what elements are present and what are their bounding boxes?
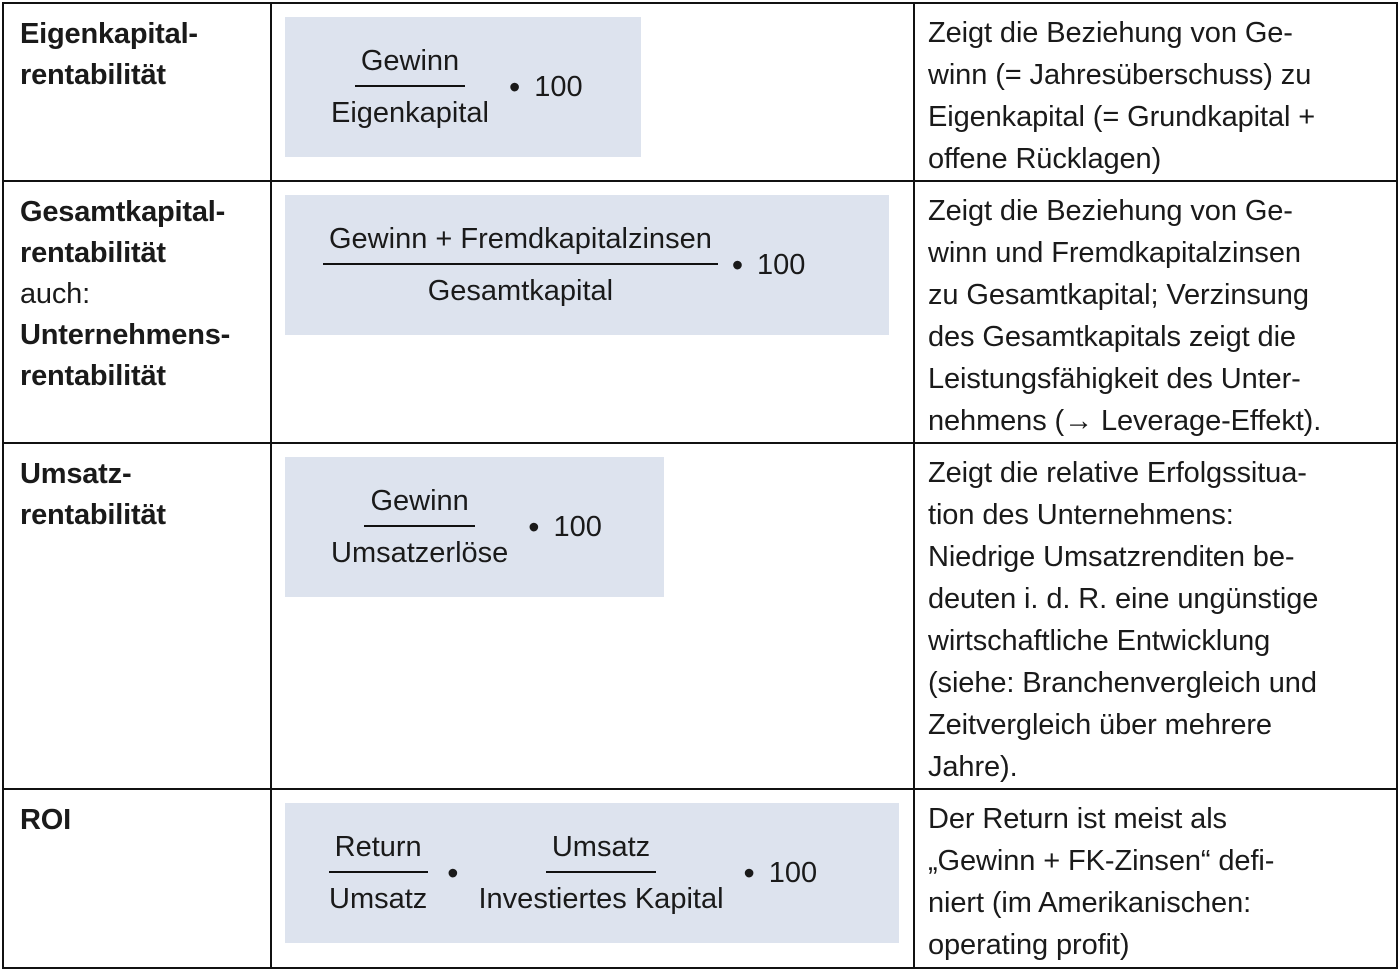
description-line: Der Return ist meist als (928, 803, 1227, 835)
multiplier: 100 (534, 70, 583, 103)
fraction-denominator: Gesamtkapital (427, 275, 614, 307)
description-line: winn (= Jahresüberschuss) zu (928, 59, 1312, 91)
description-line: wirtschaftliche Entwicklung (928, 625, 1271, 657)
multiply-dot: • (743, 855, 755, 891)
row-label-line: Eigenkapital- (20, 18, 198, 50)
description-line: Zeigt die relative Erfolgssitua- (928, 457, 1307, 489)
description-line: Zeigt die Beziehung von Ge- (928, 17, 1293, 49)
description-line: niert (im Amerikanischen: (928, 887, 1252, 919)
fraction (325, 483, 514, 571)
description-cell (914, 789, 1397, 968)
description-cell (914, 181, 1397, 443)
row-label-line: Unternehmens- (20, 319, 231, 351)
row-label-line: Umsatz- (20, 458, 132, 490)
description-line: operating profit) (928, 929, 1130, 961)
description-line: Eigenkapital (= Grundkapital + (928, 101, 1316, 133)
formula-box (285, 17, 641, 157)
fraction-numerator: Gewinn (355, 43, 465, 87)
fraction-denominator: Umsatzerlöse (331, 537, 509, 569)
label-cell (3, 181, 271, 443)
table-row (3, 3, 1397, 181)
multiplier: 100 (768, 856, 818, 889)
description-line: Jahre). (928, 751, 1018, 783)
table-row (3, 789, 1397, 968)
fraction-numerator: Gewinn + Fremdkapitalzinsen (323, 221, 718, 265)
label-cell (3, 789, 271, 968)
fraction-numerator: Gewinn (364, 483, 474, 527)
formula-box (285, 195, 889, 335)
table-row (3, 181, 1397, 443)
fraction (323, 221, 718, 309)
formula-cell (271, 3, 914, 181)
description-line: deuten i. d. R. eine ungünstige (928, 583, 1319, 615)
row-label-line: auch: (20, 278, 90, 310)
fraction-denominator: Investiertes Kapital (478, 883, 724, 915)
fraction-denominator: Umsatz (329, 883, 428, 915)
multiply-dot: • (731, 247, 744, 283)
label-cell (3, 3, 271, 181)
formula-cell (271, 443, 914, 789)
description-line: (siehe: Branchenvergleich und (928, 667, 1317, 699)
fraction (473, 829, 730, 917)
formula-box (285, 803, 899, 943)
description-line: Niedrige Umsatzrenditen be- (928, 541, 1295, 573)
multiplier: 100 (553, 510, 602, 543)
description-line: Leistungsfähigkeit des Unter- (928, 363, 1301, 395)
fraction (323, 829, 433, 917)
description-line: Zeitvergleich über mehrere (928, 709, 1272, 741)
formula-box (285, 457, 664, 597)
description-line: zu Gesamtkapital; Verzinsung (928, 279, 1309, 311)
formula-cell (271, 181, 914, 443)
ratio-table (2, 2, 1398, 969)
multiply-dot: • (447, 855, 459, 891)
description-line: nehmens (→ Leverage-Effekt). (928, 405, 1322, 437)
description-line: „Gewinn + FK-Zinsen“ defi- (928, 845, 1275, 877)
row-label-line: rentabilität (20, 499, 166, 531)
multiply-dot: • (528, 509, 540, 545)
description-cell (914, 3, 1397, 181)
fraction (325, 43, 495, 131)
row-label-line: Gesamtkapital- (20, 196, 226, 228)
description-line: Zeigt die Beziehung von Ge- (928, 195, 1293, 227)
fraction-numerator: Umsatz (546, 829, 656, 873)
row-label-line: rentabilität (20, 360, 166, 392)
description-line: offene Rücklagen) (928, 143, 1162, 175)
description-line: winn und Fremdkapitalzinsen (928, 237, 1301, 269)
multiplier: 100 (757, 248, 806, 281)
row-label-line: rentabilität (20, 59, 166, 91)
table-row (3, 443, 1397, 789)
multiply-dot: • (509, 69, 521, 105)
row-label-line: rentabilität (20, 237, 166, 269)
label-cell (3, 443, 271, 789)
fraction-numerator: Return (329, 829, 428, 873)
row-label-line: ROI (20, 804, 71, 836)
description-cell (914, 443, 1397, 789)
formula-cell (271, 789, 914, 968)
description-line: tion des Unternehmens: (928, 499, 1234, 531)
description-line: des Gesamtkapitals zeigt die (928, 321, 1296, 353)
fraction-denominator: Eigenkapital (331, 97, 489, 129)
